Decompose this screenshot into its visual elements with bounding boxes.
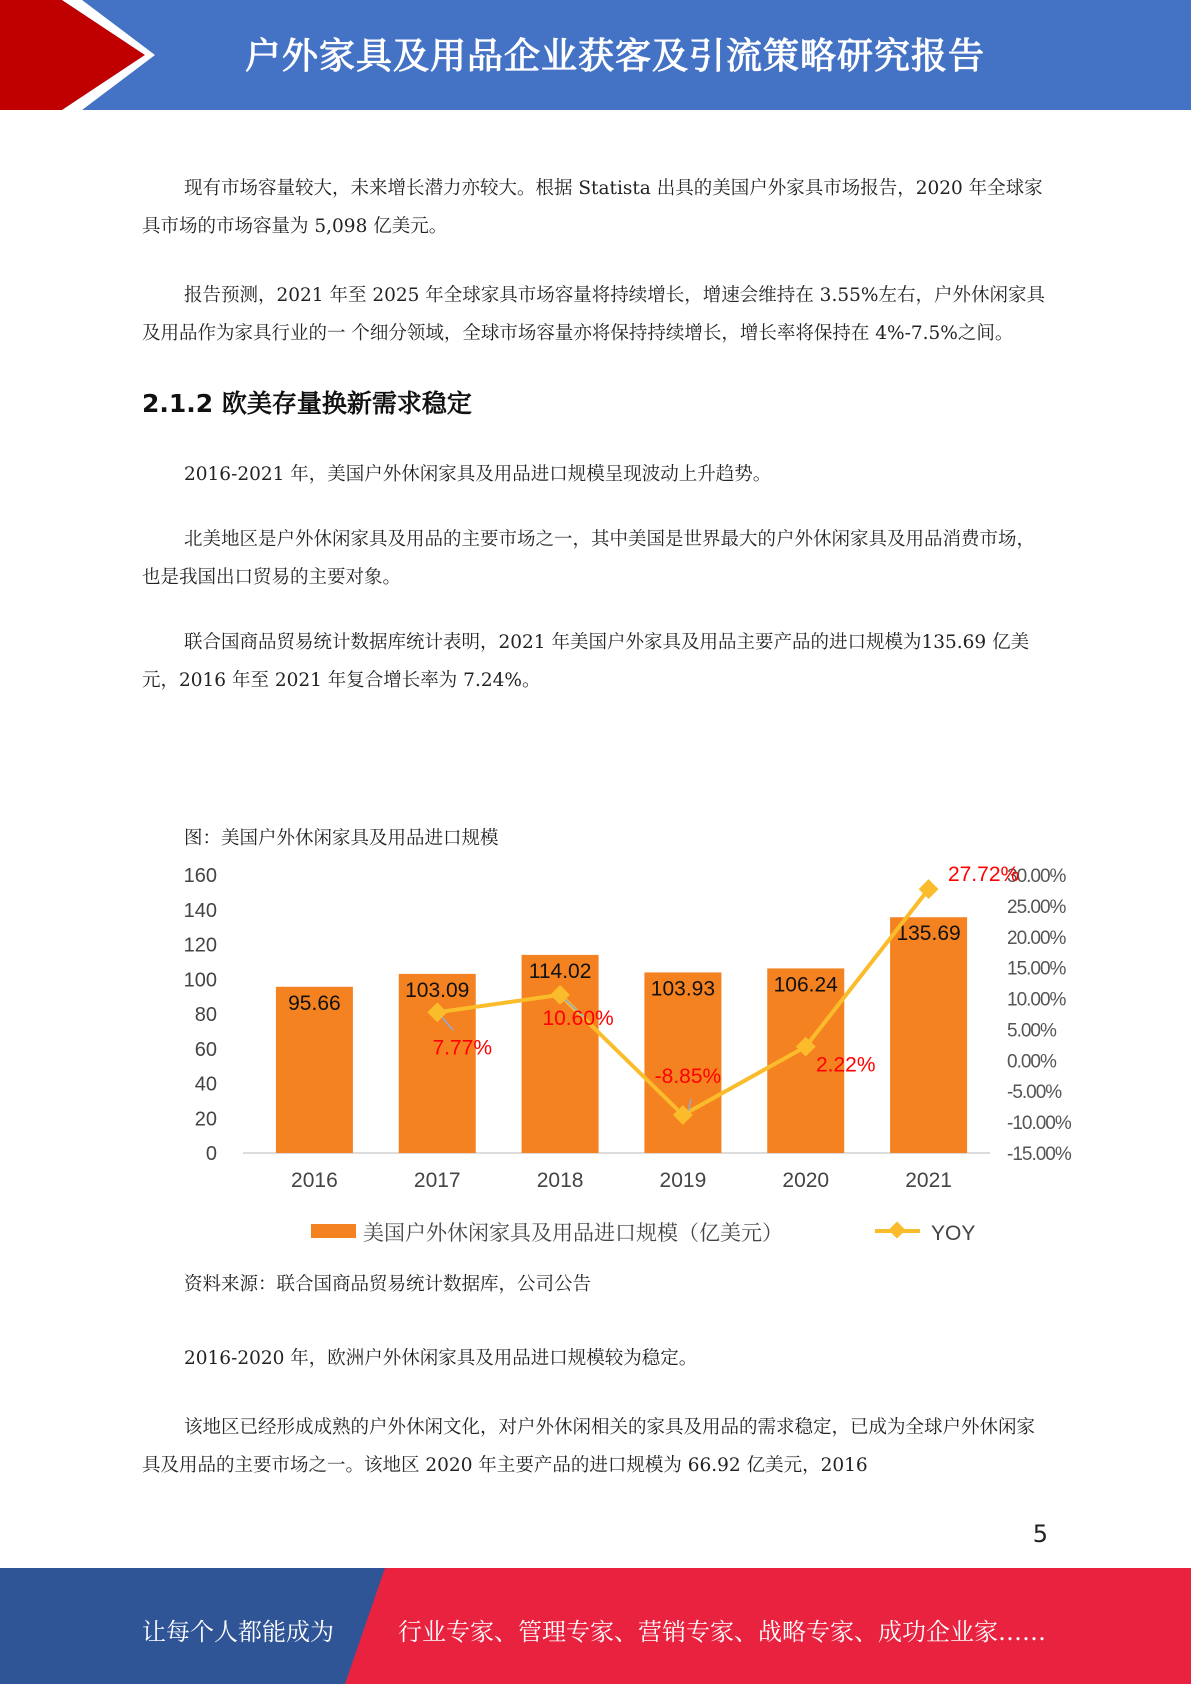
bar [522, 955, 599, 1153]
left-axis-tick-label: 20 [194, 1108, 217, 1131]
report-title: 户外家具及用品企业获客及引流策略研究报告 [245, 36, 986, 77]
yoy-value-label: 2.22% [815, 1053, 876, 1077]
legend-swatch-yoy-marker [889, 1222, 906, 1239]
paragraph-us-trend: 2016-2021 年，美国户外休闲家具及用品进口规模呈现波动上升趋势。 [184, 464, 772, 485]
left-axis-tick-label: 60 [194, 1038, 217, 1061]
x-axis-tick-label: 2020 [782, 1169, 830, 1192]
body-text [142, 170, 1052, 731]
right-axis-tick-label: 30.00% [1007, 866, 1066, 887]
left-axis-tick-label: 140 [183, 899, 217, 922]
page-number: 5 [1032, 1520, 1048, 1548]
left-axis-tick-label: 160 [183, 865, 217, 887]
right-axis-tick-label: 5.00% [1007, 1020, 1056, 1042]
left-axis-tick-label: 120 [183, 934, 217, 957]
left-axis-tick-label: 100 [183, 969, 217, 992]
x-axis-tick-label: 2017 [413, 1169, 461, 1192]
yoy-value-label: 7.77% [432, 1036, 493, 1060]
right-axis-tick-label: 20.00% [1007, 927, 1066, 949]
x-axis-tick-label: 2018 [536, 1169, 584, 1192]
yoy-value-label: 10.60% [542, 1006, 614, 1030]
bar-value-label: 95.66 [288, 991, 341, 1015]
import-scale-chart [175, 858, 1095, 1253]
page-header [0, 0, 1191, 110]
yoy-value-label: -8.85% [654, 1065, 722, 1089]
yoy-value-label: 27.72% [947, 863, 1020, 887]
paragraph-comtrade-stats: 联合国商品贸易统计数据库统计表明，2021 年美国户外家具及用品主要产品的进口规模为135.69 亿美元，2016 年至 2021 年复合增长率为 7.24%。 [142, 632, 1030, 691]
footer-slogan-left: 让每个人都能成为 [142, 1618, 334, 1646]
right-axis-tick-label: 15.00% [1007, 958, 1066, 980]
footer-slogan-right: 行业专家、管理专家、营销专家、战略专家、成功企业家…… [398, 1618, 1046, 1646]
bar-value-label: 135.69 [896, 922, 961, 946]
paragraph-europe-trend: 2016-2020 年，欧洲户外休闲家具及用品进口规模较为稳定。 [184, 1348, 698, 1369]
right-axis-tick-label: 0.00% [1007, 1051, 1056, 1073]
left-axis-tick-label: 40 [194, 1073, 217, 1096]
legend-label-yoy: YOY [931, 1222, 976, 1245]
bar-value-label: 114.02 [528, 959, 592, 983]
left-axis-tick-label: 0 [205, 1143, 217, 1165]
x-axis-tick-label: 2021 [905, 1169, 952, 1192]
right-axis-tick-label: 10.00% [1007, 989, 1066, 1011]
paragraph-europe-market: 该地区已经形成成熟的户外休闲文化，对户外休闲相关的家具及用品的需求稳定，已成为全球户外休闲家具及用品的主要市场之一。该地区 2020 年主要产品的进口规模为 66.92 亿美元，2016 [142, 1417, 1036, 1476]
left-axis-tick-label: 80 [194, 1004, 217, 1026]
bar-value-label: 106.24 [773, 973, 838, 997]
legend-swatch-bars [311, 1224, 356, 1238]
right-axis-tick-label: -5.00% [1007, 1082, 1062, 1104]
legend-label-bars: 美国户外休闲家具及用品进口规模（亿美元） [363, 1222, 783, 1245]
paragraph-north-america: 北美地区是户外休闲家具及用品的主要市场之一，其中美国是世界最大的户外休闲家具及用品消费市场，也是我国出口贸易的主要对象。 [142, 529, 1036, 588]
right-axis-tick-label: -10.00% [1007, 1113, 1071, 1135]
x-axis-tick-label: 2016 [291, 1169, 338, 1192]
paragraph-forecast: 报告预测，2021 年至 2025 年全球家具市场容量将持续增长，增速会维持在 3.55%左右，户外休闲家具及用品作为家具行业的一 个细分领域，全球市场容量亦将保持持续增长，增长率将保持在 4%-7.5%之间。 [142, 285, 1045, 344]
body-text-lower [142, 1340, 1052, 1516]
page-footer [0, 1568, 1191, 1684]
x-axis-tick-label: 2019 [659, 1169, 707, 1192]
right-axis-tick-label: -15.00% [1007, 1144, 1071, 1165]
section-heading: 2.1.2 欧美存量换新需求稳定 [142, 389, 472, 418]
bar-value-label: 103.09 [405, 978, 470, 1002]
figure-source: 资料来源：联合国商品贸易统计数据库，公司公告 [184, 1274, 592, 1295]
bar [890, 917, 967, 1153]
right-axis-tick-label: 25.00% [1007, 896, 1066, 918]
bar-value-label: 103.93 [650, 977, 716, 1001]
paragraph-market-capacity: 现有市场容量较大，未来增长潜力亦较大。根据 Statista 出具的美国户外家具市场报告，2020 年全球家具市场的市场容量为 5,098 亿美元。 [142, 178, 1043, 237]
figure-caption: 图：美国户外休闲家具及用品进口规模 [184, 828, 499, 849]
